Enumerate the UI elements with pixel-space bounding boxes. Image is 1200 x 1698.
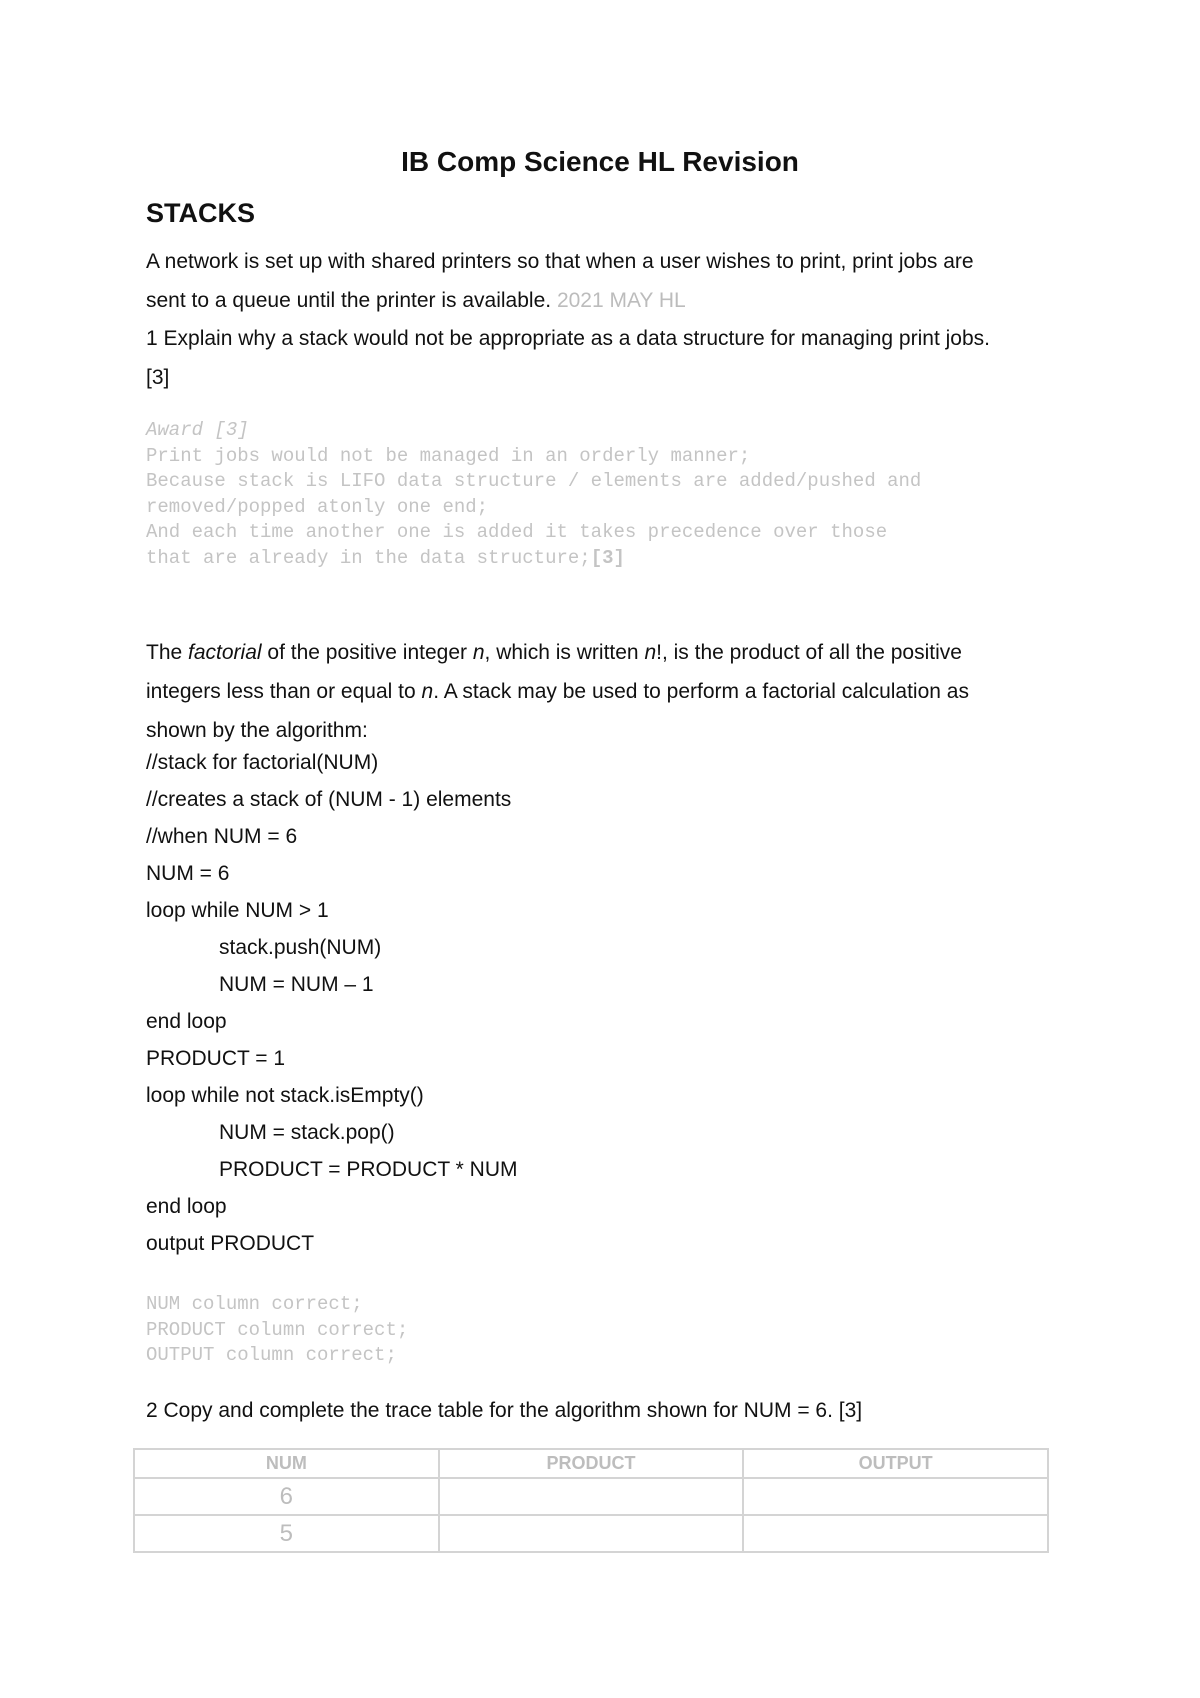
exam-source-tag: 2021 MAY HL [556, 289, 686, 312]
factorial-text: . A stack may be used to perform a factorial calculation as [433, 680, 969, 703]
intro-paragraph [146, 242, 1066, 320]
algorithm-line: end loop [146, 1195, 227, 1218]
markscheme-1-last-text: that are already in the data structure; [146, 546, 591, 569]
table-row [134, 1478, 1048, 1515]
algorithm-line: //stack for factorial(NUM) [146, 751, 379, 774]
intro-line-2: sent to a queue until the printer is available. [146, 289, 552, 312]
algorithm-line: //creates a stack of (NUM - 1) elements [146, 788, 512, 811]
cell-num: 6 [134, 1478, 439, 1515]
header-product: PRODUCT [439, 1449, 744, 1478]
cell-num: 5 [134, 1515, 439, 1552]
markscheme-1-award: Award [3] [146, 419, 249, 441]
factorial-text: of the positive integer [261, 641, 473, 664]
factorial-term: factorial [188, 641, 262, 664]
markscheme-1-line: Because stack is LIFO data structure / elements are added/pushed and [146, 470, 922, 492]
algorithm-line: NUM = 6 [146, 862, 230, 885]
section-heading: STACKS [146, 198, 256, 228]
header-output: OUTPUT [743, 1449, 1048, 1478]
document-title: IB Comp Science HL Revision [401, 146, 799, 177]
question-1-marks: [3] [146, 366, 170, 389]
factorial-paragraph [146, 633, 1066, 750]
algorithm-line: NUM = stack.pop() [219, 1121, 395, 1144]
markscheme-1-line: removed/popped atonly one end; [146, 495, 489, 518]
markscheme-2-line: OUTPUT column correct; [146, 1344, 397, 1366]
markscheme-2 [146, 1292, 1076, 1369]
variable-n: n [644, 641, 657, 664]
variable-n: n [472, 641, 485, 664]
markscheme-2-line: PRODUCT column correct; [146, 1318, 409, 1341]
intro-line-1: A network is set up with shared printers so that when a user wishes to print, print jobs are [146, 250, 974, 273]
question-1 [146, 319, 1066, 397]
factorial-text: , which is written [484, 641, 645, 664]
factorial-text: !, is the product of all the positive [656, 641, 962, 664]
trace-table-header-row [134, 1449, 1048, 1478]
markscheme-1 [146, 418, 1076, 571]
algorithm-line: PRODUCT = PRODUCT * NUM [219, 1158, 518, 1181]
markscheme-1-last-marks: [3] [590, 546, 625, 569]
factorial-text: shown by the algorithm: [146, 719, 368, 742]
algorithm-line: loop while NUM > 1 [146, 899, 329, 922]
factorial-text: integers less than or equal to [146, 680, 422, 703]
markscheme-1-line: And each time another one is added it takes precedence over those [146, 521, 888, 543]
table-row [134, 1515, 1048, 1552]
cell-output [743, 1515, 1048, 1552]
algorithm-line: PRODUCT = 1 [146, 1047, 286, 1070]
header-num: NUM [134, 1449, 439, 1478]
cell-output [743, 1478, 1048, 1515]
markscheme-1-line: Print jobs would not be managed in an orderly manner; [146, 444, 751, 467]
factorial-text: The [146, 641, 189, 664]
factorial-algorithm [146, 744, 518, 1262]
cell-product [439, 1515, 744, 1552]
algorithm-line: //when NUM = 6 [146, 825, 298, 848]
markscheme-2-line: NUM column correct; [146, 1293, 363, 1315]
markscheme-1-last-line [146, 546, 1076, 572]
algorithm-line: stack.push(NUM) [219, 936, 382, 959]
question-2: 2 Copy and complete the trace table for the algorithm shown for NUM = 6. [3] [146, 1399, 863, 1422]
cell-product [439, 1478, 744, 1515]
algorithm-line: output PRODUCT [146, 1232, 315, 1255]
algorithm-line: NUM = NUM – 1 [219, 973, 374, 996]
trace-table [133, 1448, 1049, 1553]
variable-n: n [421, 680, 434, 703]
algorithm-line: end loop [146, 1010, 227, 1033]
question-1-text: 1 Explain why a stack would not be appropriate as a data structure for managing print jobs. [146, 327, 990, 350]
algorithm-line: loop while not stack.isEmpty() [146, 1084, 424, 1107]
